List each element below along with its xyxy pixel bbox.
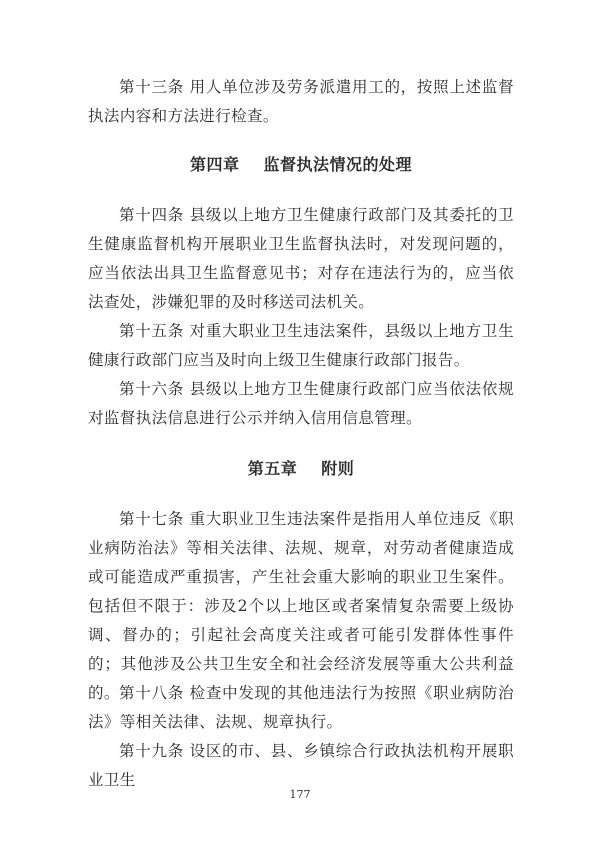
page-number: 177 bbox=[289, 788, 311, 801]
chapter-5-title: 附则 bbox=[321, 459, 355, 478]
article-15-paragraph: 第十五条 对重大职业卫生违法案件，县级以上地方卫生健康行政部门应当及时向上级卫生健康行政部门报告。 bbox=[88, 322, 514, 369]
chapter-4-heading bbox=[88, 154, 514, 176]
article-19-paragraph: 第十九条 设区的市、县、乡镇综合行政执法机构开展职业卫生 bbox=[88, 742, 514, 789]
chapter-5-heading bbox=[88, 458, 514, 480]
article-13-paragraph: 第十三条 用人单位涉及劳务派遣用工的，按照上述监督执法内容和方法进行检查。 bbox=[88, 78, 514, 125]
chapter-5-number: 第五章 bbox=[247, 459, 298, 478]
chapter-4-title: 监督执法情况的处理 bbox=[263, 155, 413, 174]
article-18-paragraph: 第十八条 检查中发现的其他违法行为按照《职业病防治法》等相关法律、法规、规章执行。 bbox=[88, 684, 514, 731]
article-16-paragraph: 第十六条 县级以上地方卫生健康行政部门应当依法依规对监督执法信息进行公示并纳入信用信息管理。 bbox=[88, 380, 514, 427]
article-17-paragraph: 第十七条 重大职业卫生违法案件是指用人单位违反《职业病防治法》等相关法律、法规、规章，对劳动者健康造成或可能造成严重损害，产生社会重大影响的职业卫生案件。包括但不限于：涉及2个以上地区或者案情复杂需要上级协调、督办的；引起社会高度关注或者可能引发群体性事件的；其他涉及公共卫生安全和社会经济发展等重大公共利益的。 bbox=[88, 510, 514, 702]
chapter-4-number: 第四章 bbox=[189, 155, 240, 174]
article-14-paragraph: 第十四条 县级以上地方卫生健康行政部门及其委托的卫生健康监督机构开展职业卫生监督执法时，对发现问题的，应当依法出具卫生监督意见书；对存在违法行为的，应当依法查处，涉嫌犯罪的及时移送司法机关。 bbox=[88, 206, 514, 311]
